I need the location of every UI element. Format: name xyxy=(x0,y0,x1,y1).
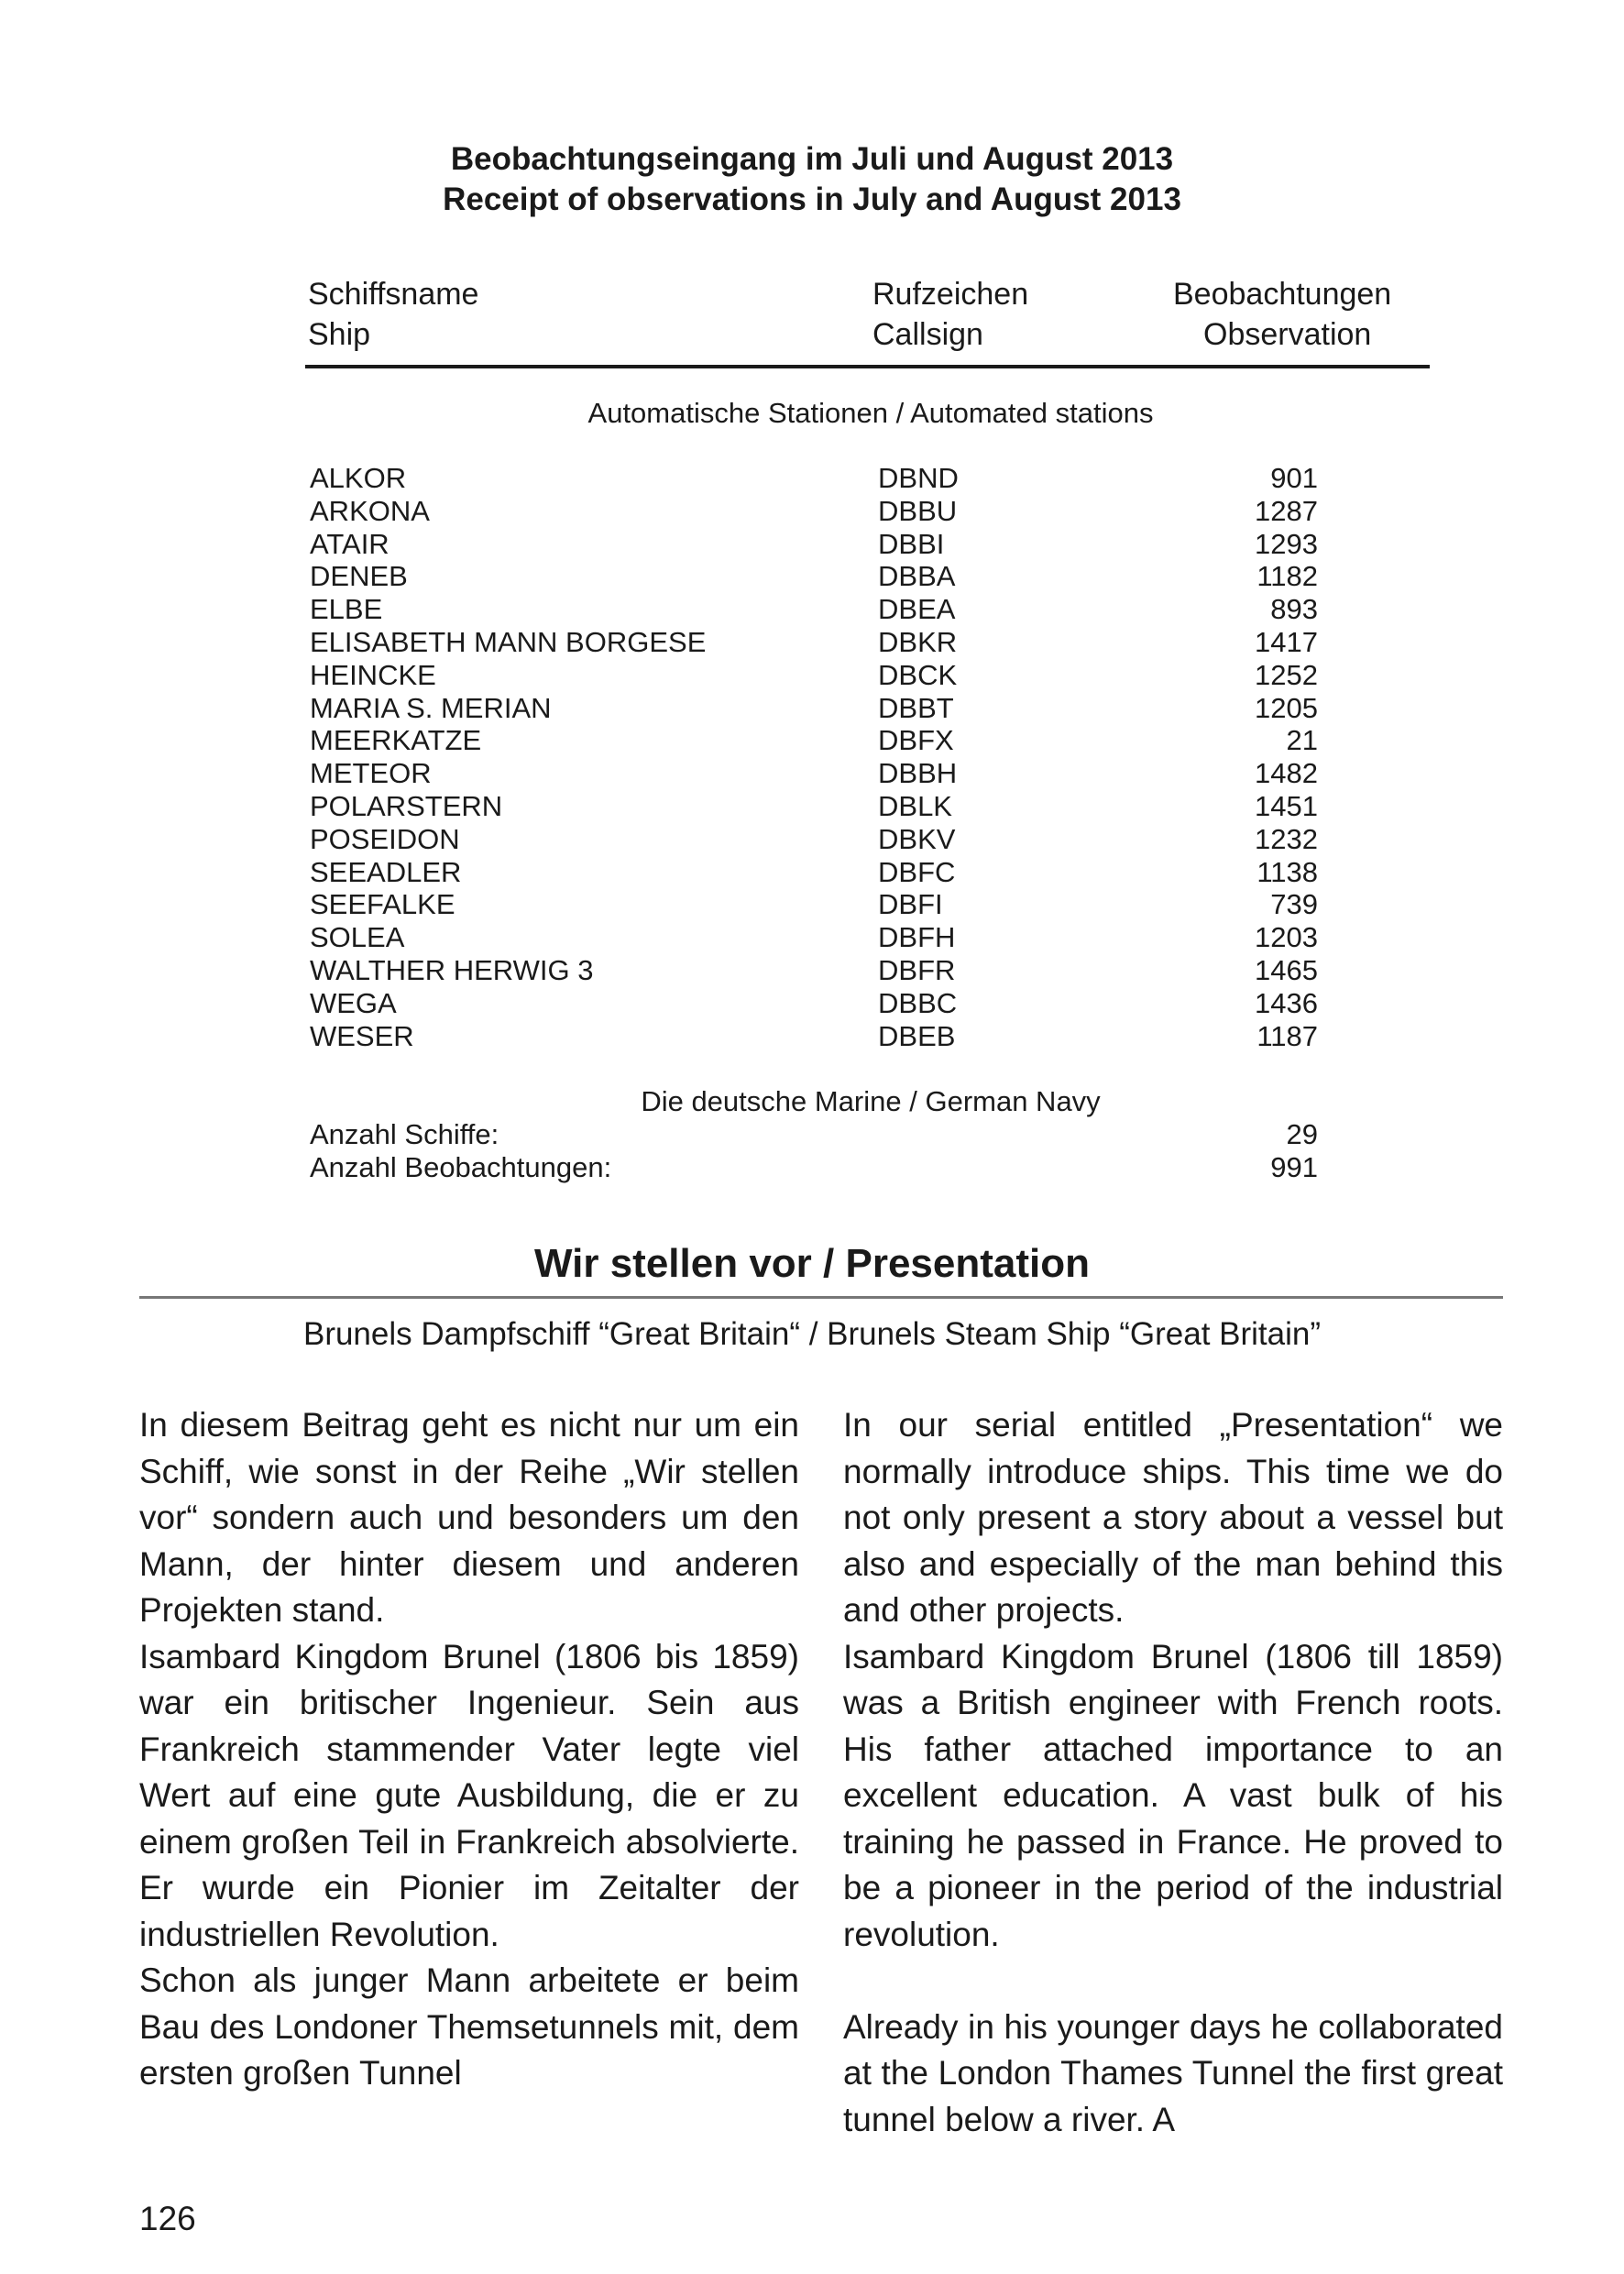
ship-name: ARKONA xyxy=(310,494,430,527)
column-header-callsign-de: Rufzeichen xyxy=(872,277,1029,312)
ship-name: ATAIR xyxy=(310,527,390,560)
german-column xyxy=(139,1402,799,2097)
observation-count: 1205 xyxy=(1255,691,1318,724)
navy-ships-row xyxy=(310,1118,1318,1151)
observation-count: 901 xyxy=(1270,462,1318,494)
ship-name: POLARSTERN xyxy=(310,790,503,822)
ship-name: WESER xyxy=(310,1019,414,1052)
table-row xyxy=(310,888,1318,921)
english-paragraph: Isambard Kingdom Brunel (1806 till 1859) was a British engineer with French roots. His father attached importance to an excellent education. A vast bulk of his training he passed in France. He proved to be a pioneer in the period of the industrial revolution. xyxy=(843,1637,1503,1953)
column-header-observations-de: Beobachtungen xyxy=(1173,277,1392,312)
navy-observations-value: 991 xyxy=(1270,1151,1318,1183)
observation-count: 1252 xyxy=(1255,658,1318,691)
callsign: DBFX xyxy=(878,724,954,757)
table-row xyxy=(310,757,1318,790)
column-header-name-en: Ship xyxy=(308,317,371,352)
table-row xyxy=(310,954,1318,987)
callsign: DBLK xyxy=(878,790,952,822)
table-row xyxy=(310,626,1318,659)
callsign: DBKV xyxy=(878,822,956,855)
navy-observations-row xyxy=(310,1151,1318,1184)
observation-count: 1138 xyxy=(1256,855,1318,888)
ship-name: MARIA S. MERIAN xyxy=(310,691,552,724)
observation-count: 893 xyxy=(1270,593,1318,626)
observation-count: 1287 xyxy=(1255,494,1318,527)
ship-name: ELBE xyxy=(310,593,383,626)
ship-name: WEGA xyxy=(310,986,397,1019)
ship-name: ALKOR xyxy=(310,462,407,494)
ship-name: WALTHER HERWIG 3 xyxy=(310,954,594,986)
observation-count: 1293 xyxy=(1255,527,1318,560)
table-row xyxy=(310,560,1318,593)
navy-ships-value: 29 xyxy=(1286,1118,1318,1150)
column-header-name-de: Schiffsname xyxy=(308,277,479,312)
table-row xyxy=(310,462,1318,495)
observation-count: 1482 xyxy=(1255,757,1318,790)
table-row xyxy=(310,724,1318,757)
ship-name: MEERKATZE xyxy=(310,724,482,757)
ship-name: HEINCKE xyxy=(310,658,436,691)
observation-count: 1187 xyxy=(1256,1019,1318,1052)
heading-english: Receipt of observations in July and August 2013 xyxy=(443,181,1181,217)
observation-count: 1203 xyxy=(1255,921,1318,954)
navy-observations-label: Anzahl Beobachtungen: xyxy=(310,1151,612,1183)
column-header-callsign-en: Callsign xyxy=(872,317,983,352)
observation-count: 1451 xyxy=(1255,790,1318,822)
table-row xyxy=(310,856,1318,889)
observation-count: 1417 xyxy=(1255,626,1318,658)
german-paragraph: In diesem Beitrag geht es nicht nur um ein Schiff, wie sonst in der Reihe „Wir stellen vor“ sondern auch und besonders um den Mann, der hinter diesem und anderen Projekten stand. xyxy=(139,1406,799,1629)
callsign: DBCK xyxy=(878,658,958,691)
english-paragraph: Already in his younger days he collaborated at the London Thames Tunnel the first great tunnel below a river. A xyxy=(843,2007,1503,2138)
callsign: DBFR xyxy=(878,954,956,986)
presentation-heading: Wir stellen vor / Presentation xyxy=(534,1241,1090,1286)
presentation-rule xyxy=(139,1296,1503,1299)
german-paragraph: Isambard Kingdom Brunel (1806 bis 1859) war ein britischer Ingenieur. Sein aus Frankreich stammender Vater legte viel Wert auf eine gute Ausbildung, die er zu einem großen Teil in Frankreich absolvierte. Er wurde ein Pionier im Zeitalter der industriellen Revolution. xyxy=(139,1637,799,1953)
presentation-caption: Brunels Dampfschiff “Great Britain“ / Brunels Steam Ship “Great Britain” xyxy=(302,1316,1322,1352)
ship-name: POSEIDON xyxy=(310,822,460,855)
table-row xyxy=(310,921,1318,954)
observation-count: 739 xyxy=(1270,888,1318,921)
ship-name: SEEFALKE xyxy=(310,888,455,921)
table-row xyxy=(310,692,1318,725)
ship-name: METEOR xyxy=(310,757,432,790)
table-row xyxy=(310,1020,1318,1053)
ship-name: DENEB xyxy=(310,560,408,593)
navy-ships-label: Anzahl Schiffe: xyxy=(310,1118,499,1150)
table-row xyxy=(310,593,1318,626)
table-row xyxy=(310,659,1318,692)
callsign: DBBH xyxy=(878,757,958,790)
callsign: DBFH xyxy=(878,921,956,954)
callsign: DBBA xyxy=(878,560,956,593)
ship-name: SEEADLER xyxy=(310,855,462,888)
observation-count: 21 xyxy=(1286,724,1318,757)
german-paragraph: Schon als junger Mann arbeitete er beim Bau des Londoner Themsetunnels mit, dem ersten großen Tunnel xyxy=(139,1961,799,2092)
table-row xyxy=(310,987,1318,1020)
table-row xyxy=(310,528,1318,561)
ship-name: SOLEA xyxy=(310,921,405,954)
callsign: DBBT xyxy=(878,691,954,724)
english-paragraph: In our serial entitled „Presentation“ we normally introduce ships. This time we do not only present a story about a vessel but also and especially of the man behind this and other projects. xyxy=(843,1406,1503,1629)
observation-count: 1232 xyxy=(1255,822,1318,855)
automated-stations-label: Automatische Stationen / Automated stations xyxy=(587,397,1154,429)
observation-count: 1465 xyxy=(1255,954,1318,986)
table-row xyxy=(310,495,1318,528)
callsign: DBBI xyxy=(878,527,945,560)
callsign: DBEA xyxy=(878,593,956,626)
page-number: 126 xyxy=(139,2200,196,2237)
english-column xyxy=(843,1402,1503,2143)
heading-german: Beobachtungseingang im Juli und August 2013 xyxy=(450,141,1174,177)
callsign: DBBU xyxy=(878,494,958,527)
table-row xyxy=(310,823,1318,856)
paragraph-gap xyxy=(843,1958,1503,2005)
callsign: DBBC xyxy=(878,986,958,1019)
table-row xyxy=(310,790,1318,823)
table-header-rule xyxy=(305,365,1430,368)
callsign: DBFI xyxy=(878,888,943,921)
observation-count: 1436 xyxy=(1255,986,1318,1019)
callsign: DBEB xyxy=(878,1019,956,1052)
column-header-observations-en: Observation xyxy=(1203,317,1372,352)
ship-name: ELISABETH MANN BORGESE xyxy=(310,626,707,658)
callsign: DBND xyxy=(878,462,959,494)
observation-count: 1182 xyxy=(1256,560,1318,593)
german-navy-label: Die deutsche Marine / German Navy xyxy=(641,1085,1101,1117)
callsign: DBKR xyxy=(878,626,958,658)
callsign: DBFC xyxy=(878,855,956,888)
